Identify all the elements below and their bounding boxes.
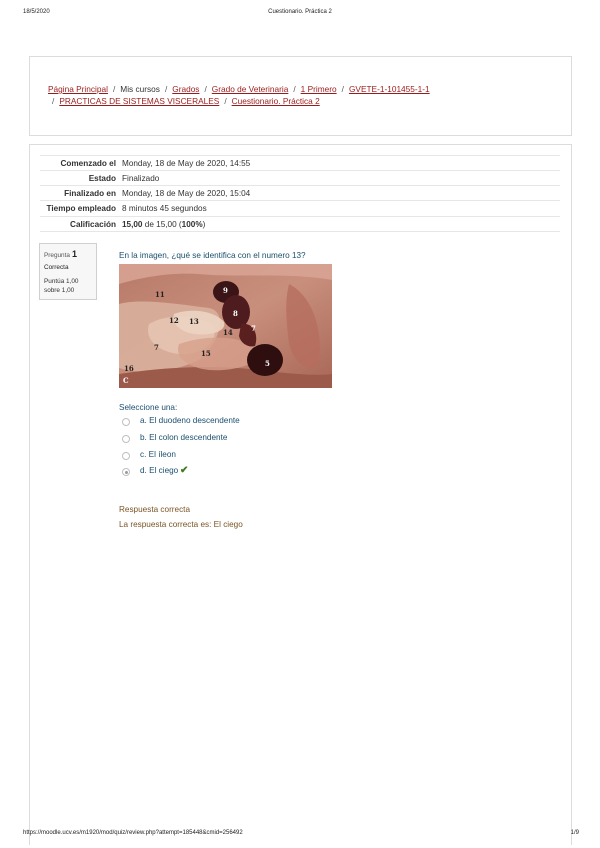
breadcrumb-grados[interactable]: Grados xyxy=(172,84,200,94)
image-label: 7 xyxy=(154,343,159,352)
grade-score: 15,00 xyxy=(122,220,143,229)
question-text: En la imagen, ¿qué se identifica con el numero 13? xyxy=(119,251,306,260)
option-label: a. El duodeno descendente xyxy=(140,416,240,425)
question-grade-line2: sobre 1,00 xyxy=(44,287,75,294)
anatomy-image xyxy=(119,264,332,388)
summary-value: 8 minutos 45 segundos xyxy=(122,204,207,213)
image-label: 7 xyxy=(251,324,256,333)
question-number-value: 1 xyxy=(71,249,77,259)
breadcrumb-separator: / xyxy=(204,84,207,94)
image-label: 8 xyxy=(233,309,238,318)
print-url: https://moodle.ucv.es/m1920/mod/quiz/review.php?attempt=185448&cmid=256492 xyxy=(23,830,243,836)
image-label: 5 xyxy=(265,359,270,368)
question-number-label: Pregunta xyxy=(44,252,70,259)
image-label: 15 xyxy=(201,349,211,358)
summary-value: Finalizado xyxy=(122,174,160,183)
image-label: 12 xyxy=(169,316,179,325)
quiz-review-card xyxy=(29,144,572,845)
breadcrumb-quiz[interactable]: Cuestionario. Práctica 2 xyxy=(231,96,320,106)
summary-value: Monday, 18 de May de 2020, 15:04 xyxy=(122,189,251,198)
radio-button[interactable] xyxy=(122,418,130,426)
summary-label: Calificación xyxy=(70,220,116,229)
answer-prompt: Seleccione una: xyxy=(119,403,178,412)
breadcrumb-home[interactable]: Página Principal xyxy=(48,84,108,94)
image-label: 16 xyxy=(124,364,134,373)
breadcrumb-primero[interactable]: 1 Primero xyxy=(300,84,337,94)
print-title: Cuestionario. Práctica 2 xyxy=(268,9,332,15)
image-label: C xyxy=(123,376,129,385)
grade-close: ) xyxy=(202,220,206,229)
question-number xyxy=(44,249,77,259)
breadcrumb-separator: / xyxy=(112,84,116,94)
image-label: 13 xyxy=(189,317,199,326)
breadcrumb-course-name[interactable]: PRACTICAS DE SISTEMAS VISCERALES xyxy=(59,96,220,106)
breadcrumb-my-courses: Mis cursos xyxy=(120,84,160,94)
breadcrumb-separator: / xyxy=(341,84,344,94)
feedback-correct-answer: La respuesta correcta es: El ciego xyxy=(119,520,243,529)
print-date: 18/5/2020 xyxy=(23,9,50,15)
question-info-box xyxy=(39,243,97,300)
image-label: 14 xyxy=(223,328,233,337)
summary-row-state xyxy=(40,171,560,186)
breadcrumb-separator: / xyxy=(224,96,227,106)
breadcrumb-course-code[interactable]: GVETE-1-101455-1-1 xyxy=(348,84,430,94)
summary-value xyxy=(122,217,560,232)
feedback-result: Respuesta correcta xyxy=(119,505,190,514)
breadcrumb-separator: / xyxy=(52,96,55,106)
grade-total: de 15,00 ( xyxy=(144,220,182,229)
breadcrumb-separator: / xyxy=(293,84,296,94)
question-grade-line1: Puntúa 1,00 xyxy=(44,278,79,285)
radio-button-selected[interactable] xyxy=(122,468,130,476)
summary-label: Tiempo empleado xyxy=(46,204,116,213)
summary-row-grade xyxy=(40,217,560,232)
option-label: d. El ciego xyxy=(140,466,179,475)
summary-label: Finalizado en xyxy=(64,189,116,198)
option-label: c. El íleon xyxy=(140,450,176,459)
option-label: b. El colon descendente xyxy=(140,433,228,442)
print-page-number: 1/9 xyxy=(570,830,579,836)
summary-label: Comenzado el xyxy=(60,159,116,168)
radio-button[interactable] xyxy=(122,435,130,443)
breadcrumb-separator: / xyxy=(164,84,168,94)
breadcrumb xyxy=(48,83,558,107)
summary-row-started xyxy=(40,156,560,171)
check-icon: ✔ xyxy=(180,465,189,476)
radio-button[interactable] xyxy=(122,452,130,460)
question-state: Correcta xyxy=(44,264,69,271)
summary-row-time-taken xyxy=(40,201,560,217)
print-header xyxy=(0,9,600,21)
summary-label: Estado xyxy=(88,174,116,183)
question-grade xyxy=(44,277,78,295)
breadcrumb-card xyxy=(29,56,572,136)
summary-row-finished xyxy=(40,186,560,201)
print-footer xyxy=(0,830,600,842)
breadcrumb-grado-veterinaria[interactable]: Grado de Veterinaria xyxy=(211,84,289,94)
grade-percent: 100% xyxy=(181,220,203,229)
attempt-summary-table xyxy=(40,155,560,232)
image-label: 11 xyxy=(155,290,165,299)
image-label: 9 xyxy=(223,286,228,295)
summary-value: Monday, 18 de May de 2020, 14:55 xyxy=(122,159,251,168)
